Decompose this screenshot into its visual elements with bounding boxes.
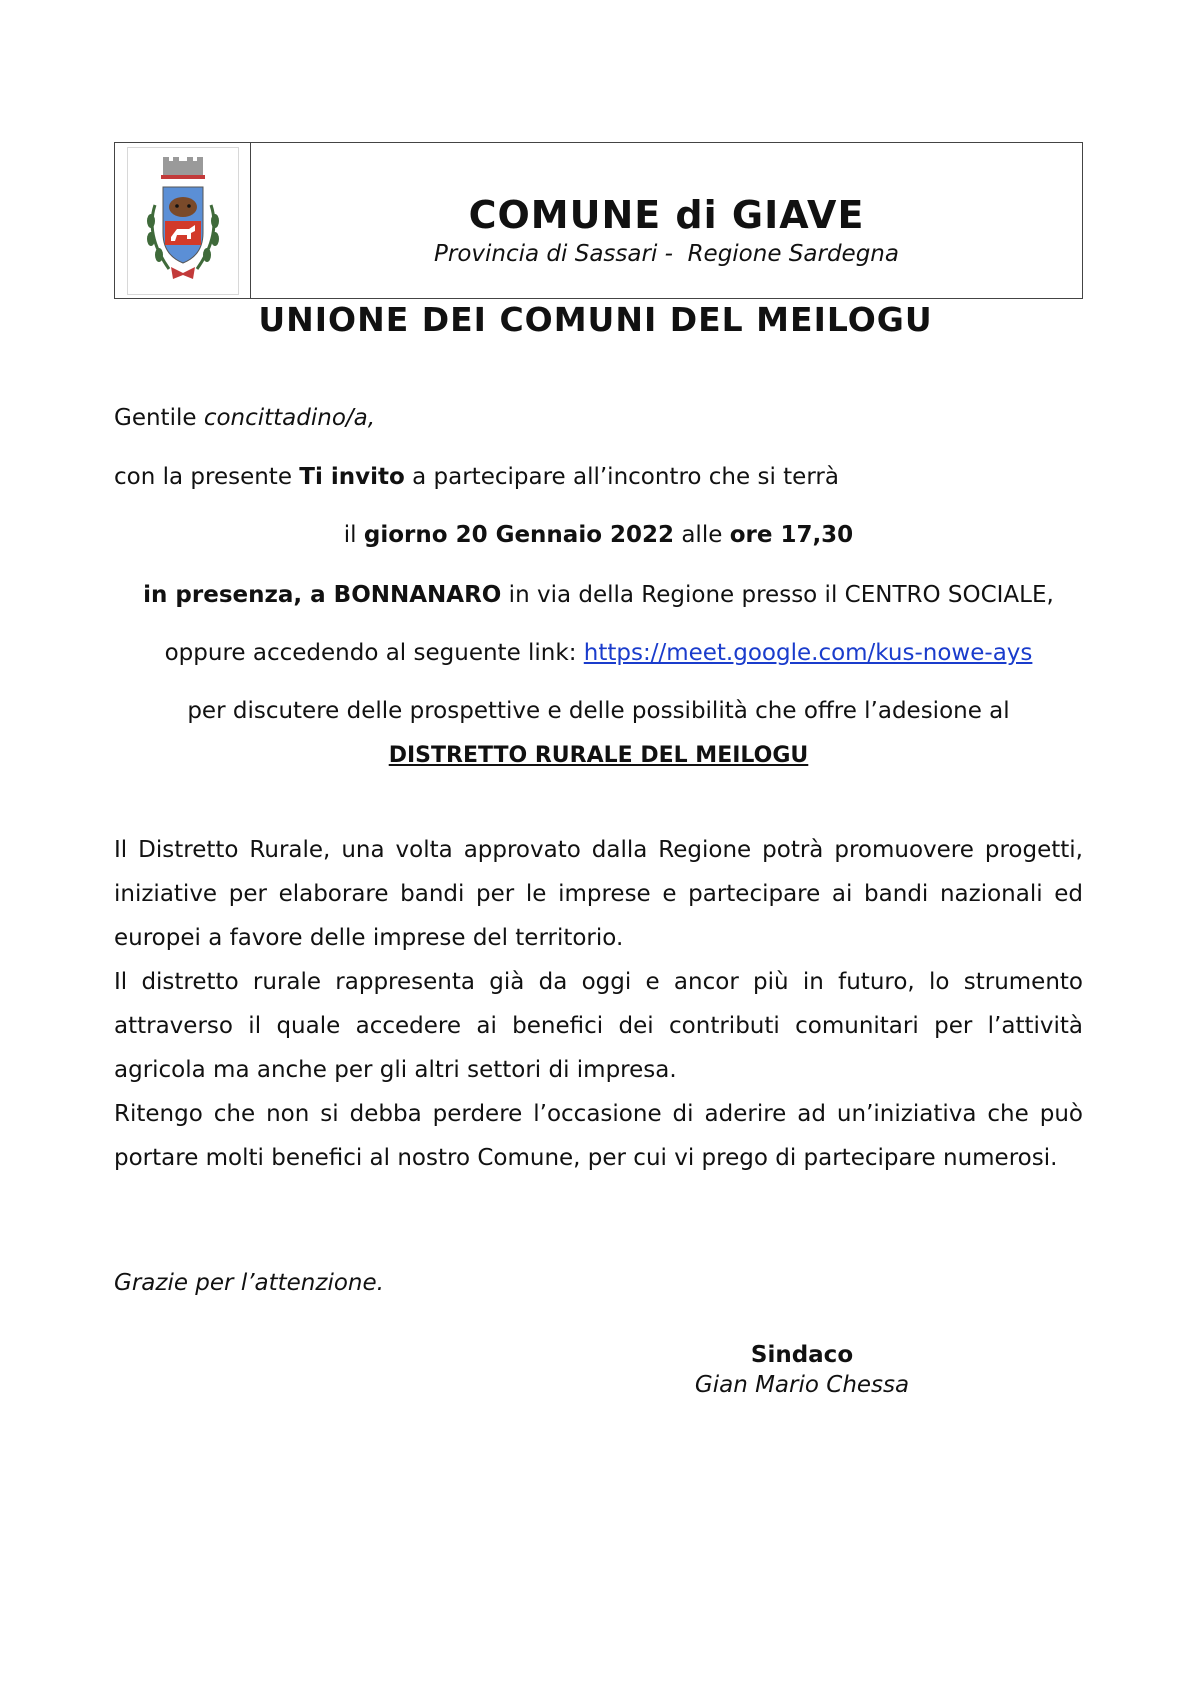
- municipal-crest-icon: [133, 155, 233, 287]
- date-connector: alle: [674, 522, 730, 548]
- signature-name: Gian Mario Chessa: [694, 1372, 910, 1398]
- invite-bold: Ti invito: [299, 464, 405, 490]
- invite-line: [114, 462, 839, 492]
- link-line: [114, 638, 1083, 668]
- body-paragraph: Ritengo che non si debba perdere l’occasione di aderire ad un’iniziativa che può portare molti benefici al nostro Comune, per cui vi prego di partecipare numerosi.: [114, 1101, 1083, 1171]
- closing-text: Grazie per l’attenzione.: [114, 1270, 384, 1296]
- date-prefix: il: [343, 522, 364, 548]
- location-line: [114, 580, 1083, 610]
- greeting-recipient: concittadino/a,: [203, 405, 376, 431]
- body-paragraph: Il distretto rurale rappresenta già da oggi e ancor più in futuro, lo strumento attraverso il quale accedere ai benefici dei contributi comunitari per l’attività agricola ma anche per gli altri settori di impresa.: [114, 969, 1083, 1083]
- letterhead-title-cell: [251, 143, 1082, 298]
- signature-block: [682, 1340, 922, 1400]
- comune-subtitle: Provincia di Sassari - Regione Sardegna: [434, 240, 899, 267]
- union-title: UNIONE DEI COMUNI DEL MEILOGU: [258, 300, 933, 339]
- body-paragraph: Il Distretto Rurale, una volta approvato dalla Regione potrà promuovere progetti, iniziative per elaborare bandi per le imprese e partecipare ai bandi nazionali ed europei a favore delle imprese del territorio.: [114, 837, 1083, 951]
- letterhead: [114, 142, 1083, 299]
- district-title: DISTRETTO RURALE DEL MEILOGU: [388, 743, 809, 768]
- meet-link[interactable]: https://meet.google.com/kus-nowe-ays: [583, 640, 1033, 666]
- signature-role: Sindaco: [750, 1342, 854, 1368]
- date-line: [114, 520, 1083, 550]
- location-bold: in presenza, a BONNANARO: [143, 582, 502, 608]
- meeting-date: giorno 20 Gennaio 2022: [363, 522, 675, 548]
- invite-text-2: a partecipare all’incontro che si terrà: [404, 464, 839, 490]
- letter-body: [114, 828, 1083, 1180]
- crest-cell: [115, 143, 251, 298]
- meeting-time: ore 17,30: [729, 522, 854, 548]
- invite-text-1: con la presente: [114, 464, 300, 490]
- greeting-line: [114, 403, 375, 433]
- link-prefix: oppure accedendo al seguente link:: [164, 640, 584, 666]
- location-rest: in via della Regione presso il CENTRO SOCIALE,: [501, 582, 1054, 608]
- purpose-line: per discutere delle prospettive e delle possibilità che offre l’adesione al: [187, 698, 1010, 724]
- comune-title: COMUNE di GIAVE: [468, 192, 865, 237]
- greeting-prefix: Gentile: [114, 405, 204, 431]
- crest-frame: [127, 147, 239, 295]
